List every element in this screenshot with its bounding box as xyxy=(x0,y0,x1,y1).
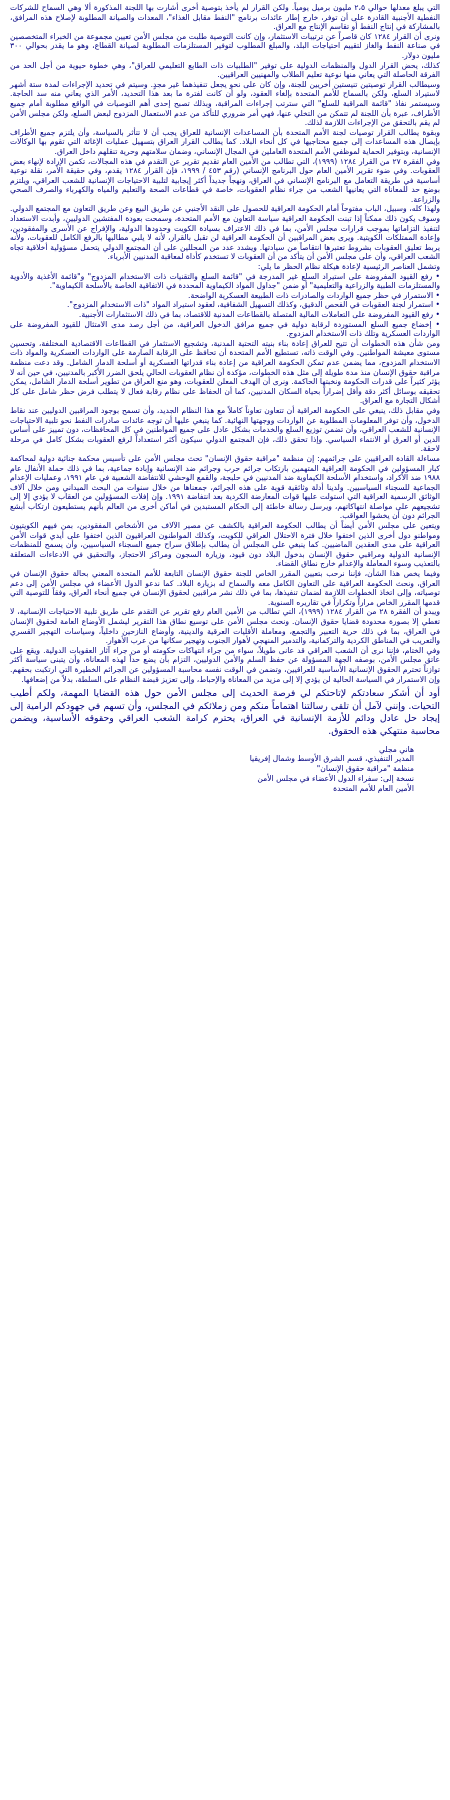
body-paragraph: مساءلة القادة العراقيين على جرائمهم: إن منظمة "مراقبة حقوق الإنسان" تحث مجلس الأمن على تأسيس محكمة جنائية دولية لمحاكمة كبار المسؤولين في الحكومة العراقية المتهمين بارتكاب جرائم حرب وجرائم ضد الإنسانية وإبادة جماعية، بما في ذلك حملة الأنفال عام ١٩٨٨ ضد الأكراد، واستخدام الأسلحة الكيماوية ضد المدنيين في حلبجة، والقمع الوحشي للانتفاضة الشعبية في عام ١٩٩١، وعمليات الإعدام الجماعية للسجناء السياسيين. ولدينا أدلة وثائقية قوية على هذه الجرائم، جمعناها من خلال سنوات من البحث الميداني ومن خلال آلاف الوثائق الرسمية العراقية التي استولت عليها قوات المعارضة الكردية بعد انتفاضة ١٩٩١. وإن إفلات المسؤولين من العقاب لا يؤدي إلا إلى تشجيعهم على مواصلة انتهاكاتهم، ويرسل رسالة خاطئة إلى الحكام المستبدين في أماكن أخرى من العالم بأنهم يستطيعون ارتكاب أبشع الجرائم دون أن يخشوا العواقب. xyxy=(10,453,440,521)
body-paragraph: وفي الختام، فإننا نرى أن الشعب العراقي قد عانى طويلاً، سواء من جراء انتهاكات حكومته أو من جراء آثار العقوبات الدولية. ويقع على عاتق مجلس الأمن، بوصفه الجهة المسؤولة عن حفظ السلم والأمن الدوليين، التزام بأن يضع حداً لهذه المعاناة، وأن يتبنى سياسة أكثر توازناً تحترم الحقوق الإنسانية الأساسية للعراقيين، وتضمن في الوقت نفسه محاسبة المسؤولين عن الجرائم الخطيرة التي ارتكبت بحقهم. وإن الاستمرار في السياسة الحالية لن يؤدي إلا إلى مزيد من المعاناة والإحباط، وإلى تعزيز قبضة النظام على السلطة، بدلاً من إضعافها. xyxy=(10,645,440,684)
body-paragraph: وفيما يخص هذا الشأن، فإننا نرحب بتعيين المقرر الخاص للجنة حقوق الإنسان التابعة للأمم المتحدة المعني بحالة حقوق الإنسان في العراق، ونحث الحكومة العراقية على التعاون الكامل معه والسماح له بزيارة البلاد. كما ندعو الدول الأعضاء في مجلس الأمن إلى دعم توصياته، وإلى اتخاذ الخطوات اللازمة لضمان تنفيذها، بما في ذلك نشر مراقبين لحقوق الإنسان في جميع أنحاء العراق، وفقاً للتوصية التي قدمها المقرر الخاص مراراً وتكراراً في تقاريره السنوية. xyxy=(10,569,440,607)
body-paragraph: وبقوة يطالب القرار توصيات لجنة الأمم المتحدة بأن المساعدات الإنسانية للعراق يجب أن لا تتأثر بالسياسة، وأن يلتزم جميع الأطراف بإيصال هذه المساعدات إلى جميع محتاجيها في كل أنحاء البلاد. كما يطالب القرار العراق بتسهيل عمليات الإغاثة التي تقوم بها الوكالات الإنسانية، وبتوفير الحماية لموظفي الأمم المتحدة العاملين في المجال الإنساني، وضمان سلامتهم وحرية تنقلهم داخل العراق. xyxy=(10,127,440,156)
bullet-item: • الاستمرار في حظر جميع الواردات والصادرات ذات الطبيعة العسكرية الواضحة. xyxy=(188,290,440,300)
body-paragraph: ونرى أن القرار ١٢٨٤ كان قاصراً عن ترتيبات الاستثمار، وإن كانت التوصية طلبت من مجلس الأمن تعيين مجموعة من الخبراء المتخصصين في صناعة النفط والغاز لتقييم احتياجات البلد، والمبلغ المطلوب لتوفير المستلزمات المطلوبة لصيانة القطاع، وهو ما يقدر بحوالي ٣٠٠ مليون دولار. xyxy=(10,31,440,60)
bullet-item: • رفع القيود المفروضة على التعاملات المالية المتصلة بالقطاعات المدنية للاقتصاد، بما في ذلك الاستثمارات الأجنبية. xyxy=(78,310,440,319)
copy-recipients: الأمين العام للأمم المتحدة xyxy=(333,783,414,793)
list-intro: وتشمل العناصر الرئيسية لإعادة هيكلة نظام الحظر ما يلي: xyxy=(257,262,440,272)
organization-name: منظمة "مراقبة حقوق الإنسان" xyxy=(316,764,414,774)
body-paragraph: التي يبلغ معدلها حوالي ٢،٥ مليون برميل يومياً. ولكن القرار لم يأخذ بتوصية أخرى أشارت بها اللجنة المذكورة ألا وهي السماح للشركات النفطية الأجنبية القادرة على أن توفر، خارج إطار عائدات برنامج "النفط مقابل الغذاء"، المعدات والصيانة المطلوبة لإصلاح هذه المرافق، بالمشاركة في إنتاج النفط أو تقاسم الإنتاج مع العراق. xyxy=(10,3,441,32)
body-paragraph: ولهذا كله، وسبيل، الباب مفتوحاً أمام الحكومة العراقية للحصول على النقد الأجنبي عن طريق البيع وعن طريق التعاون مع المجتمع الدولي. وسوف يكون ذلك ممكناً إذا تبنت الحكومة العراقية سياسة التعاون مع الأمم المتحدة، وسمحت بعودة المفتشين الدوليين، وأبدت الاستعداد لتنفيذ التزاماتها بموجب قرارات مجلس الأمن، بما في ذلك الاعتراف بسيادة الكويت وحدودها الدولية، والإفراج عن الأسرى والمفقودين، وإعادة الممتلكات الكويتية. ويرى بعض المراقبين أن الحكومة العراقية لن تقبل بالقرار، لأنه لا يلبي مطالبها بالرفع الكامل للعقوبات، ولأنه يربط تعليق العقوبات بشروط تعتبرها انتقاصاً من سيادتها. ويشدد عدد من المحللين على أن المجتمع الدولي يتحمل مسؤولية أخلاقية تجاه الشعب العراقي، وأن على مجلس الأمن أن يتأكد من أن العقوبات لا تستخدم كأداة لمعاقبة المدنيين الأبرياء. xyxy=(10,204,440,262)
body-paragraph: وفي مقابل ذلك، ينبغي على الحكومة العراقية أن تتعاون تعاوناً كاملاً مع هذا النظام الجديد، وأن تسمح بوجود المراقبين الدوليين عند نقاط الدخول، وأن توفر المعلومات المطلوبة عن الواردات ووجهتها النهائية. كما ينبغي عليها أن توجه عائدات صادرات النفط نحو تلبية الاحتياجات الإنسانية للشعب العراقي، وأن تضمن توزيع السلع والخدمات بشكل عادل على جميع المواطنين في كل المحافظات، دون تمييز على أساس الدين أو العرق أو الانتماء السياسي. وإذا تحقق ذلك، فإن المجتمع الدولي سيكون أكثر استعداداً لرفع العقوبات بشكل كامل في مرحلة لاحقة. xyxy=(10,405,440,454)
bullet-item: • إخضاع جميع السلع المستوردة لرقابة دولية في جميع مرافق الدخول العراقية، من أجل رصد مدى الامتثال للقيود المفروضة على الواردات العسكرية وتلك ذات الاستخدام المزدوج. xyxy=(10,319,440,339)
letter-page xyxy=(10,0,440,794)
signature-block xyxy=(10,745,414,794)
body-paragraph: وفي الفقرة ٢٧ من القرار ١٢٨٤ (١٩٩٩)، التي تطالب من الأمين العام تقديم تقرير عن التقدم في هذه المجالات، تكمن الإرادة لإنهاء بعض العقوبات. وفي ضوء تقرير الأمين العام حول البرنامج الإنساني (رقم ٤٥٣ / ١٩٩٩، فإن القرار ١٢٨٤ يقدم، وفي حقيقة الأمر، نقلة نوعية أساسية في طريقة التعامل مع البرنامج الإنساني في العراق، ونهجاً جديداً أكثر إيجابية لتلبية الاحتياجات الإنسانية للشعب العراقي، ويلتزم بوضع حد للمعاناة التي يعانيها الشعب من جراء نظام العقوبات، خاصة في قطاعات الصحة والتعليم والمياه والكهرباء والصرف الصحي والزراعة. xyxy=(10,156,441,204)
body-paragraph: كذلك، يحض القرار الدول والمنظمات الدولية على توفير "الطلبيات ذات الطابع التعليمي للعراق"، وهي خطوة حيوية من أجل الحد من الفرقة الحاصلة التي يعاني منها نوعية تعليم الطلاب والمهنيين العراقيين. xyxy=(10,60,440,80)
bullet-item: • رفع القيود المفروضة على استيراد السلع غير المدرجة في "قائمة السلع والتقنيات ذات الاستخدام المزدوج" و"قائمة الأغذية والأدوية والمستلزمات الطبية والزراعية والتعليمية" أو ضمن "جداول المواد الكيماوية المحددة في الاتفاقية الخاصة بالأسلحة الكيماوية". xyxy=(10,271,440,291)
body-paragraph: ويبدو أن الفقرة ٢٨ من القرار ١٢٨٤ (١٩٩٩)، التي تطالب من الأمين العام رفع تقرير عن التقدم على طريق تلبية الاحتياجات الإنسانية، لا تغطي إلا بصورة محدودة قضايا حقوق الإنسان. ونحث مجلس الأمن على توسيع نطاق هذا التقرير ليشمل الأوضاع العامة لحقوق الإنسان في العراق، بما في ذلك حرية التعبير والتجمع، ومعاملة الأقليات العرقية والدينية، وأوضاع النازحين داخلياً، وسياسات التهجير القسري والتعريب في المناطق الكردية والتركمانية، والتدمير المنهجي لأهوار الجنوب وتهجير سكانها من عرب الأهوار. xyxy=(10,607,440,646)
closing-paragraph: أود أن أشكر سعادتكم لإتاحتكم لي فرصة الحديث إلى مجلس الأمن حول هذه القضايا المهمة، ولكم أطيب التحيات. وإنني لآمل أن تلقى رسالتنا اهتماماً منكم ومن زملائكم في المجلس، وأن تسهم في جهودكم الرامية إلى إيجاد حل عادل ودائم للأزمة الإنسانية في العراق، يحترم كرامة الشعب العراقي وحقوقه الأساسية، ويضمن محاسبة منتهكي هذه الحقوق. xyxy=(10,688,440,737)
bullet-item: • استمرار لجنة العقوبات في الفحص الدقيق، وكذلك التسهيل الشفافية، لعقود استيراد المواد "ذات الاستخدام المزدوج". xyxy=(66,300,440,310)
letter-body xyxy=(10,3,440,684)
signatory-name: هاني مجلي xyxy=(379,744,414,754)
body-paragraph: ومن شأن هذه الخطوات أن تتيح للعراق إعادة بناء بنيته التحتية المدنية، وتشجيع الاستثمار في القطاعات الاقتصادية المختلفة، وتحسين مستوى معيشة المواطنين. وفي الوقت ذاته، تستطيع الأمم المتحدة أن تحافظ على الرقابة الصارمة على الواردات العسكرية والمواد ذات الاستخدام المزدوج، مما يضمن عدم تمكن الحكومة العراقية من إعادة بناء قدراتها العسكرية أو أسلحة الدمار الشامل. وقد دعت منظمة مراقبة حقوق الإنسان منذ مدة طويلة إلى مثل هذه الخطوات، مؤكدة أن نظام العقوبات الحالي يلحق الضرر الأكبر بالمدنيين، في حين أنه لا يؤثر كثيراً على قدرات الحكومة ونخبتها الحاكمة. ونرى أن الهدف المعلن للعقوبات، وهو منع العراق من تطوير أسلحة الدمار الشامل، يمكن تحقيقه بوسائل أكثر دقة وأقل إضراراً بحياة السكان المدنيين، كما أن الحفاظ على نظام رقابة فعال لا يتطلب فرض حظر شامل على كل أشكال التجارة مع العراق. xyxy=(10,338,440,406)
body-paragraph: ويتعين على مجلس الأمن أيضاً أن يطالب الحكومة العراقية بالكشف عن مصير الآلاف من الأشخاص المفقودين، بمن فيهم الكويتيون ومواطنو دول أخرى الذين اختفوا خلال فترة الاحتلال العراقي للكويت، وكذلك المواطنون العراقيون الذين اختفوا على أيدي قوات الأمن العراقية على مدى العقدين الماضيين. كما ينبغي على المجلس أن يطالب بإطلاق سراح جميع السجناء السياسيين، وأن يسمح للمنظمات الإنسانية الدولية ومراقبي حقوق الإنسان بدخول البلاد دون قيود، وزيارة السجون ومراكز الاحتجاز، والتحقيق في الادعاءات المتعلقة بالتعذيب وسوء المعاملة والإعدام خارج نطاق القضاء. xyxy=(10,521,440,569)
body-paragraph: وسيطالب القرار توصيتين تنيستين أخريين للجنة، وإن كان على نحو يجعل تنفيذهما غير مجدٍ. وسيتم في تحديد الإجراءات لمدة ستة أشهر لاستيراد السلع، ولكن بالسماح للأمم المتحدة بإلغاء العقود، ولو أن كانت لفترة ما بعد هذا التحديد، الأمر الذي يعاني منه سد الحاجة. وسيستمر نفاذ "قائمة المراقبة للسلع" التي سترتب إجراءات المراقبة، وبذلك تصبح إحدى أهم التوصيات في الواقع مطلوبة أمام جميع الأطراف، عبرة بأن اللجنة لم تتمكن من التخلي عنها، فهي أمر ضروري للتأكد من عدم الاستعمال المزدوج لبعض السلع، ولكن مجلس الأمن لم يقم بالتحقق من الإجراءات اللازمة لذلك. xyxy=(10,79,440,128)
signatory-title: المدير التنفيذي، قسم الشرق الأوسط وشمال إفريقيا xyxy=(249,754,414,764)
copy-recipients: نسخة إلى: سفراء الدول الأعضاء في مجلس الأمن xyxy=(257,773,414,783)
